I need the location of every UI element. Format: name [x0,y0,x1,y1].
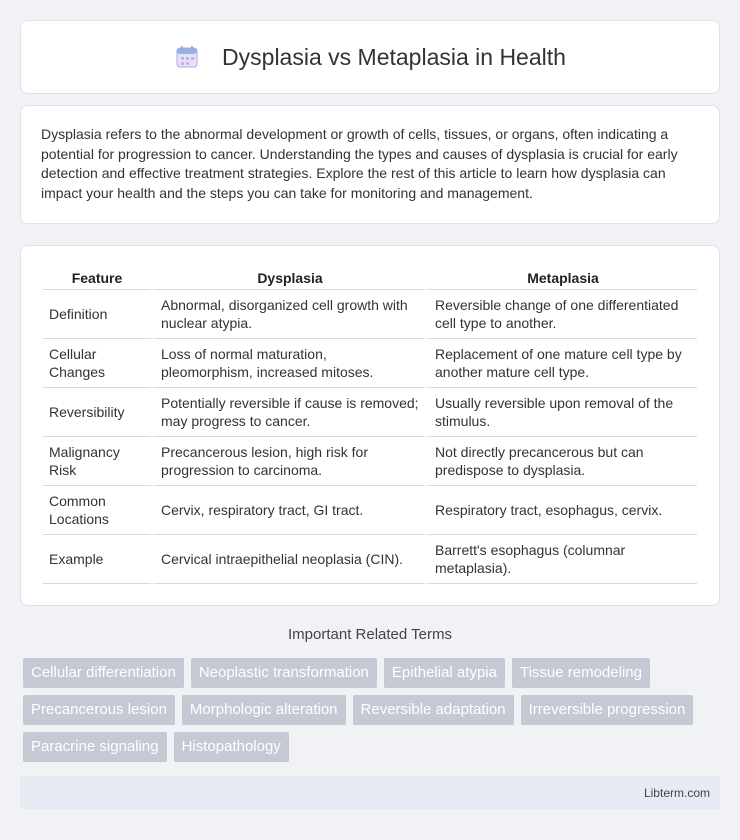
term-tag[interactable]: Precancerous lesion [23,695,175,725]
related-terms-title: Important Related Terms [288,626,452,643]
header-dysplasia: Dysplasia [151,266,425,290]
dysplasia-cell: Cervical intraepithelial neoplasia (CIN). [151,535,425,584]
feature-cell: Reversibility [43,388,151,437]
term-tag[interactable]: Paracrine signaling [23,732,167,762]
term-tag[interactable]: Morphologic alteration [182,695,346,725]
header-feature: Feature [43,266,151,290]
metaplasia-cell: Usually reversible upon removal of the stimulus. [425,388,697,437]
header-card [20,20,720,94]
intro-card [20,105,720,224]
term-tag[interactable]: Reversible adaptation [353,695,514,725]
term-tag[interactable]: Epithelial atypia [384,658,505,688]
comparison-table [43,266,697,584]
dysplasia-cell: Precancerous lesion, high risk for progression to carcinoma. [151,437,425,486]
related-terms-list [23,658,713,769]
table-row [43,437,697,486]
metaplasia-cell: Barrett's esophagus (columnar metaplasia). [425,535,697,584]
header-metaplasia: Metaplasia [425,266,697,290]
dysplasia-cell: Cervix, respiratory tract, GI tract. [151,486,425,535]
feature-cell: Example [43,535,151,584]
metaplasia-cell: Reversible change of one differentiated cell type to another. [425,290,697,339]
metaplasia-cell: Not directly precancerous but can predispose to dysplasia. [425,437,697,486]
dysplasia-cell: Loss of normal maturation, pleomorphism, increased mitoses. [151,339,425,388]
feature-cell: Common Locations [43,486,151,535]
metaplasia-cell: Respiratory tract, esophagus, cervix. [425,486,697,535]
page-title: Dysplasia vs Metaplasia in Health [222,43,566,70]
dysplasia-cell: Potentially reversible if cause is removed; may progress to cancer. [151,388,425,437]
table-row [43,535,697,584]
feature-cell: Definition [43,290,151,339]
comparison-table-card [20,245,720,606]
table-row [43,388,697,437]
term-tag[interactable]: Tissue remodeling [512,658,650,688]
feature-cell: Malignancy Risk [43,437,151,486]
dysplasia-cell: Abnormal, disorganized cell growth with nuclear atypia. [151,290,425,339]
term-tag[interactable]: Histopathology [174,732,289,762]
table-row [43,290,697,339]
table-row [43,486,697,535]
intro-text: Dysplasia refers to the abnormal development or growth of cells, tissues, or organs, often indicating a potential for progression to cancer. Understanding the types and causes of dysplasia is crucial for early detection and effective treatment strategies. Explore the rest of this article to learn how dysplasia can impact your health and the steps you can take for monitoring and management. [41,126,678,201]
term-tag[interactable]: Neoplastic transformation [191,658,377,688]
table-header-row [43,266,697,290]
feature-cell: Cellular Changes [43,339,151,388]
calendar-icon [174,44,200,70]
footer-site-link[interactable]: Libterm.com [643,785,710,800]
metaplasia-cell: Replacement of one mature cell type by another mature cell type. [425,339,697,388]
term-tag[interactable]: Cellular differentiation [23,658,184,688]
footer [20,776,720,809]
term-tag[interactable]: Irreversible progression [521,695,694,725]
table-row [43,339,697,388]
